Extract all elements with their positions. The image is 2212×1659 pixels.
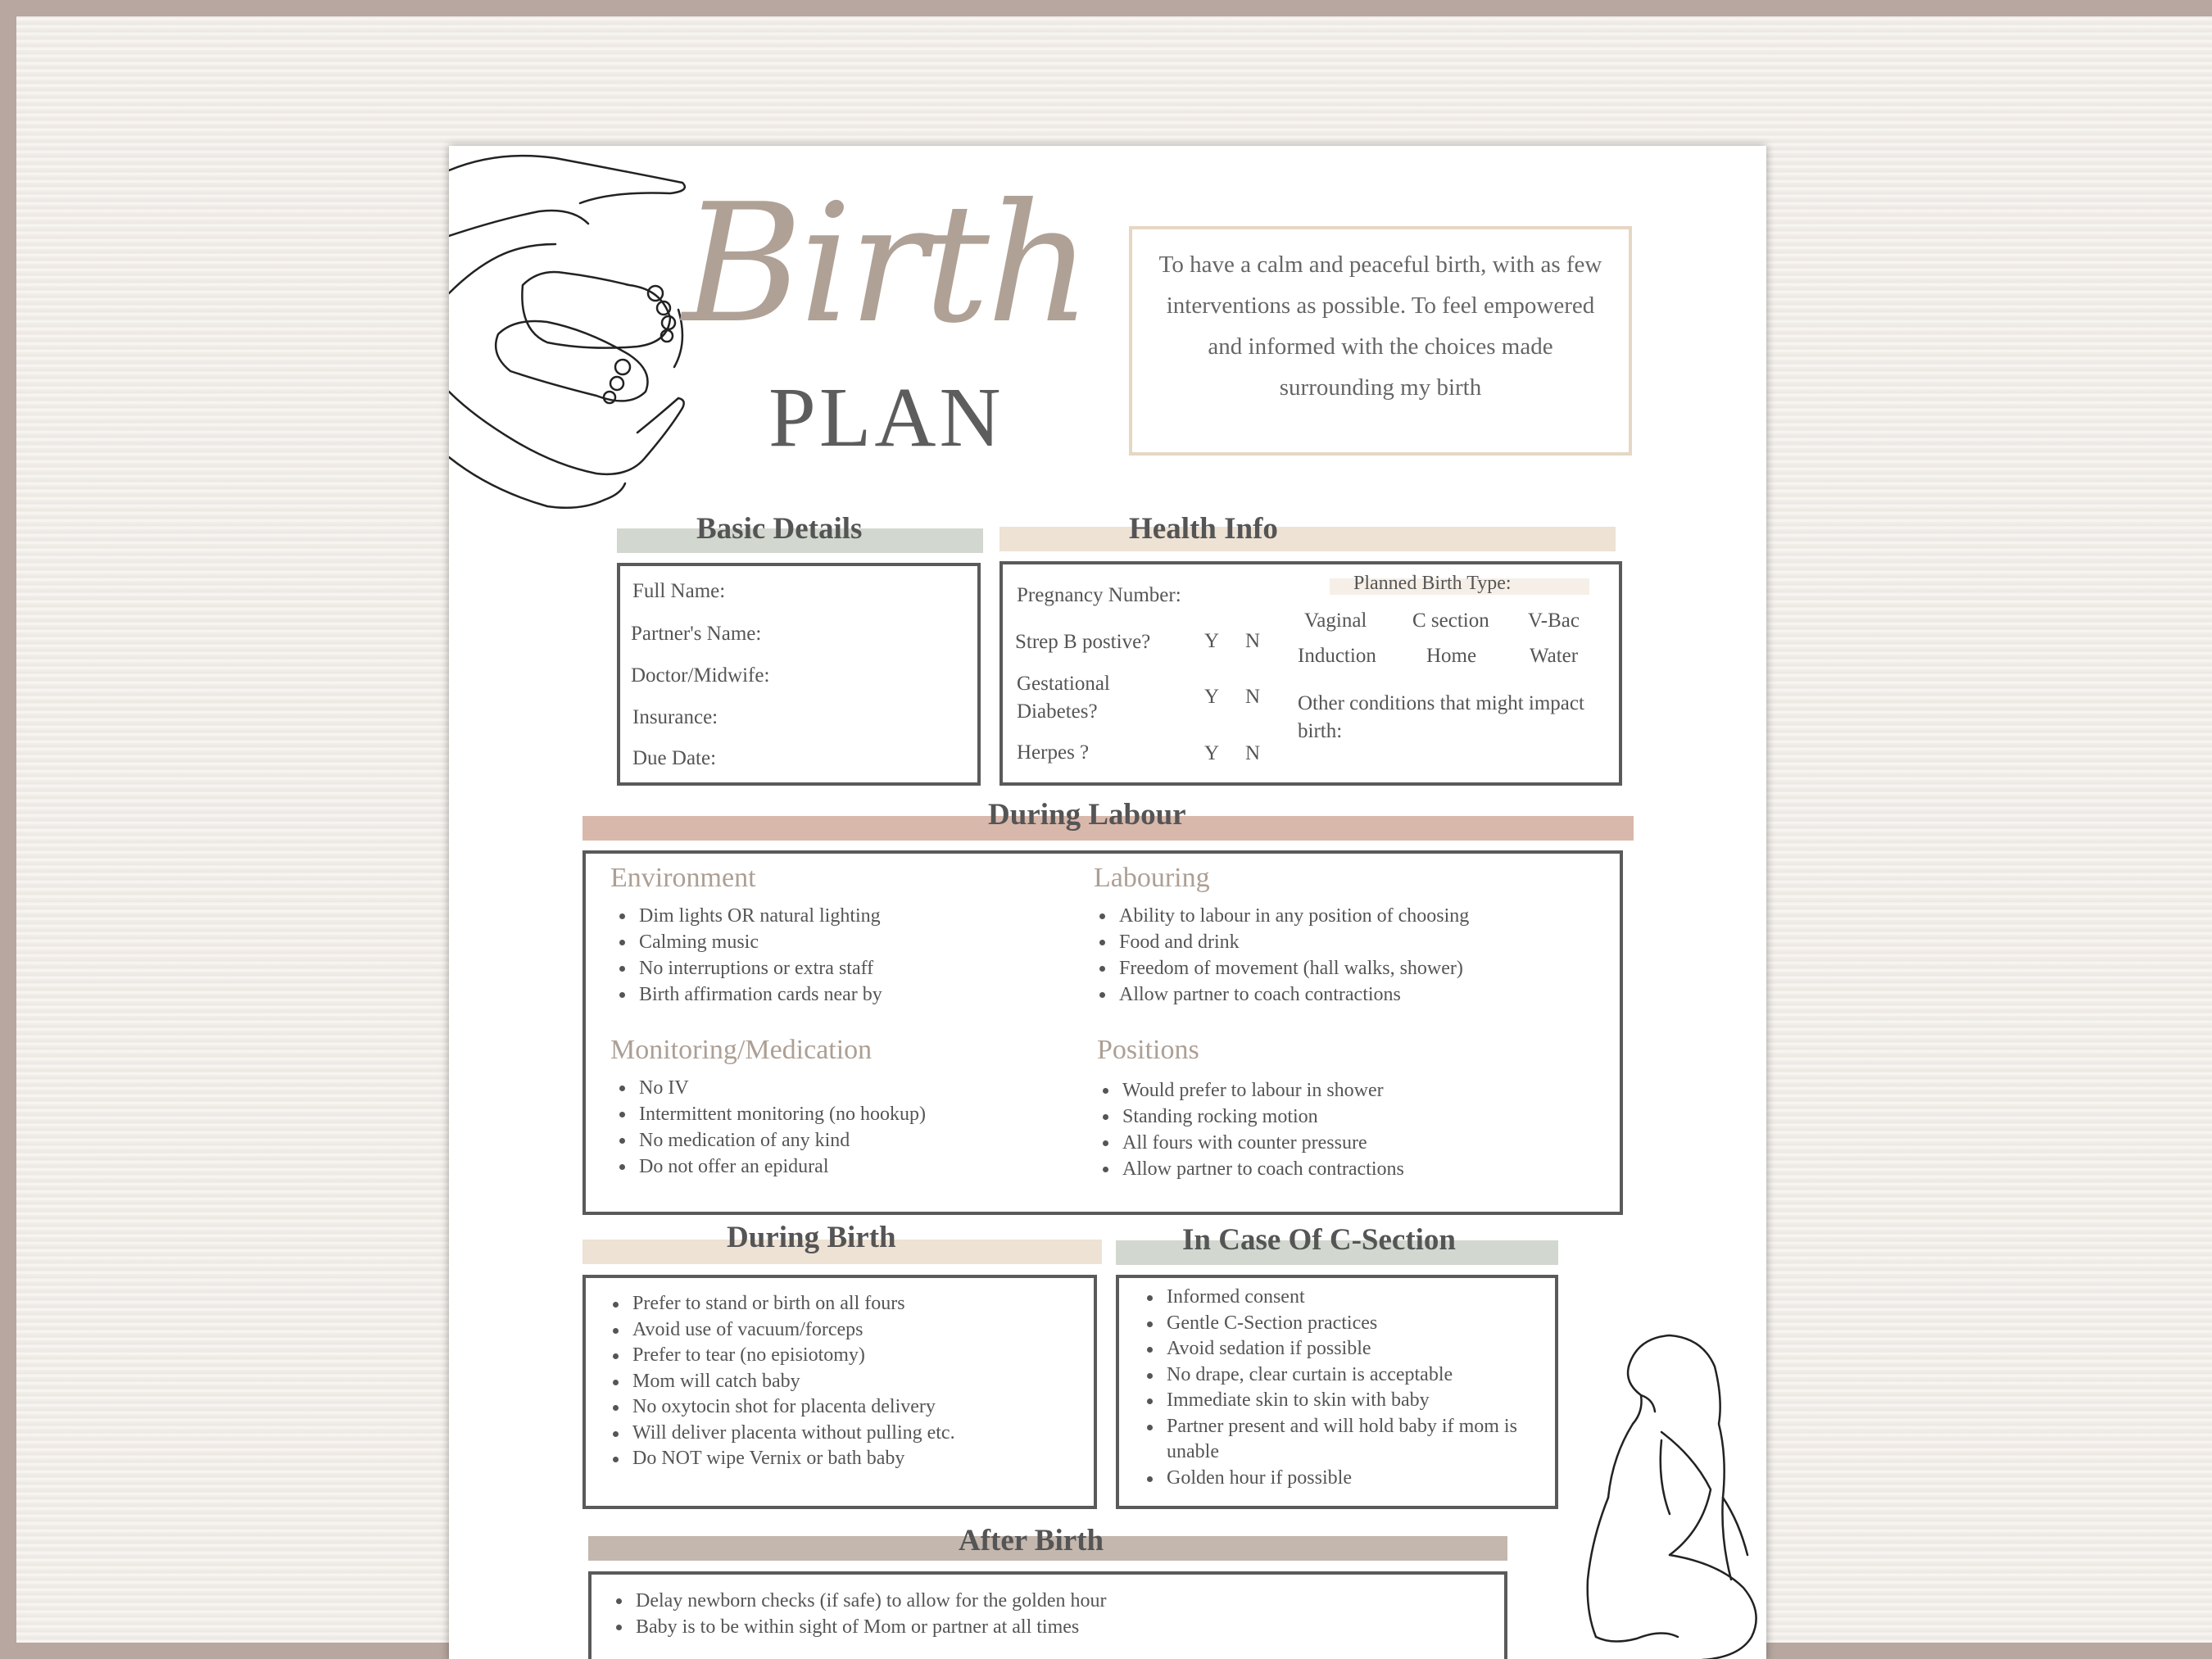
herpes-yes[interactable]: Y <box>1204 742 1220 764</box>
list-item: Mom will catch baby <box>606 1369 955 1395</box>
list-item: Ability to labour in any position of choosing <box>1093 903 1469 929</box>
after-birth-list <box>610 1588 1106 1640</box>
other-conditions-label: Other conditions that might impact birth: <box>1298 692 1584 742</box>
title-plan: PLAN <box>768 370 1004 465</box>
list-item: Gentle C-Section practices <box>1140 1311 1517 1337</box>
list-item: Informed consent <box>1140 1285 1517 1311</box>
field-insurance: Insurance: <box>632 706 718 728</box>
list-item: Standing rocking motion <box>1096 1104 1404 1130</box>
during-labour-heading: During Labour <box>988 798 1186 832</box>
list-item: Food and drink <box>1093 929 1469 955</box>
hands-feet-illustration <box>449 146 695 523</box>
strep-yes[interactable]: Y <box>1204 630 1220 652</box>
pregnant-woman-illustration <box>1580 1334 1766 1659</box>
list-item: Birth affirmation cards near by <box>613 981 882 1008</box>
gestational-yes[interactable]: Y <box>1204 686 1220 708</box>
field-partner-name: Partner's Name: <box>631 623 762 645</box>
list-item: Immediate skin to skin with baby <box>1140 1388 1517 1414</box>
labouring-list <box>1093 903 1469 1008</box>
type-induction[interactable]: Induction <box>1298 645 1376 667</box>
list-item: Dim lights OR natural lighting <box>613 903 882 929</box>
monitoring-list <box>613 1075 926 1180</box>
list-item: Baby is to be within sight of Mom or partner at all times <box>610 1614 1106 1640</box>
herpes-no[interactable]: N <box>1245 742 1261 764</box>
list-item: Partner present and will hold baby if mom is unable <box>1140 1414 1517 1466</box>
strep-label: Strep B postive? <box>1015 631 1151 653</box>
gestational-label: Gestational Diabetes? <box>1017 673 1110 723</box>
list-item: No medication of any kind <box>613 1127 926 1154</box>
during-birth-heading: During Birth <box>727 1221 896 1254</box>
positions-list <box>1096 1077 1404 1182</box>
positions-title: Positions <box>1097 1035 1199 1065</box>
list-item: Calming music <box>613 929 882 955</box>
title-script: Birth <box>682 169 1089 360</box>
list-item: Avoid sedation if possible <box>1140 1336 1517 1362</box>
c-section-heading: In Case Of C-Section <box>1182 1223 1457 1257</box>
birth-plan-page <box>449 146 1766 1659</box>
labouring-title: Labouring <box>1094 863 1210 893</box>
list-item: Allow partner to coach contractions <box>1096 1156 1404 1182</box>
goal-statement: To have a calm and peaceful birth, with as few interventions as possible. To feel empowered and informed with the choices made surrounding my birth <box>1129 226 1632 456</box>
list-item: No interruptions or extra staff <box>613 955 882 981</box>
list-item: Would prefer to labour in shower <box>1096 1077 1404 1104</box>
herpes-label: Herpes ? <box>1017 741 1090 764</box>
monitoring-title: Monitoring/Medication <box>610 1035 873 1065</box>
list-item: Intermittent monitoring (no hookup) <box>613 1101 926 1127</box>
strep-no[interactable]: N <box>1245 630 1261 652</box>
list-item: Golden hour if possible <box>1140 1466 1517 1492</box>
during-birth-list <box>606 1291 955 1472</box>
type-water[interactable]: Water <box>1530 645 1579 667</box>
field-due-date: Due Date: <box>632 747 717 769</box>
list-item: All fours with counter pressure <box>1096 1130 1404 1156</box>
type-vaginal[interactable]: Vaginal <box>1304 610 1367 632</box>
field-doctor: Doctor/Midwife: <box>631 664 770 687</box>
type-vbac[interactable]: V-Bac <box>1528 610 1580 632</box>
pregnancy-number-label: Pregnancy Number: <box>1017 584 1181 606</box>
list-item: No oxytocin shot for placenta delivery <box>606 1394 955 1421</box>
planned-birth-heading: Planned Birth Type: <box>1353 573 1512 594</box>
gestational-no[interactable]: N <box>1245 686 1261 708</box>
list-item: Will deliver placenta without pulling etc. <box>606 1421 955 1447</box>
field-full-name: Full Name: <box>632 580 726 602</box>
list-item: Do NOT wipe Vernix or bath baby <box>606 1446 955 1472</box>
list-item: Prefer to stand or birth on all fours <box>606 1291 955 1317</box>
environment-list <box>613 903 882 1008</box>
list-item: No IV <box>613 1075 926 1101</box>
environment-title: Environment <box>610 863 756 893</box>
health-info-heading: Health Info <box>1129 512 1278 546</box>
health-info-bar <box>999 527 1616 551</box>
type-home[interactable]: Home <box>1426 645 1477 667</box>
list-item: Allow partner to coach contractions <box>1093 981 1469 1008</box>
list-item: Do not offer an epidural <box>613 1154 926 1180</box>
list-item: Freedom of movement (hall walks, shower) <box>1093 955 1469 981</box>
c-section-list <box>1140 1285 1517 1491</box>
list-item: Avoid use of vacuum/forceps <box>606 1317 955 1344</box>
list-item: Prefer to tear (no episiotomy) <box>606 1343 955 1369</box>
list-item: No drape, clear curtain is acceptable <box>1140 1362 1517 1389</box>
type-c-section[interactable]: C section <box>1412 610 1489 632</box>
basic-details-heading: Basic Details <box>696 512 863 546</box>
after-birth-heading: After Birth <box>959 1524 1104 1557</box>
list-item: Delay newborn checks (if safe) to allow for the golden hour <box>610 1588 1106 1614</box>
